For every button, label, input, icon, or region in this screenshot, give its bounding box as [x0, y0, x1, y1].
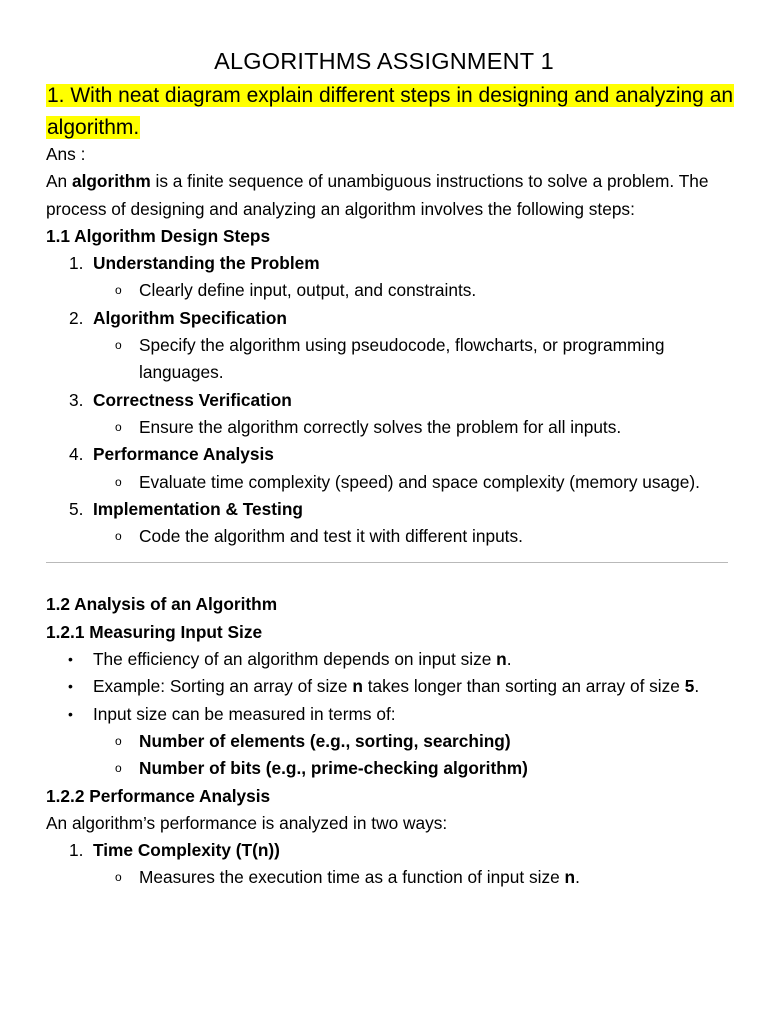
list-item-text: Input size can be measured in terms of:: [93, 703, 396, 724]
step-number: 1.: [69, 253, 84, 274]
circle-bullet-icon: o: [115, 474, 122, 489]
step-label: Implementation & Testing: [93, 498, 303, 519]
highlighted-question: 1. With neat diagram explain different steps in designing and analyzing an algorithm.: [47, 84, 734, 139]
sub-list-item-text: Number of bits (e.g., prime-checking algorithm): [139, 758, 528, 779]
bullet-icon: •: [68, 705, 73, 722]
step-label: Understanding the Problem: [93, 253, 320, 274]
design-step: [46, 441, 726, 468]
list-item: [46, 701, 726, 728]
item-number: 1.: [69, 840, 84, 861]
subsection-heading-1-2-2: 1.2.2 Performance Analysis: [46, 785, 271, 806]
list-item-bold: n: [352, 676, 363, 697]
list-item-text: .: [694, 676, 700, 697]
intro-term: algorithm: [71, 171, 151, 192]
step-number: 4.: [69, 444, 84, 465]
step-number: 3.: [69, 389, 84, 410]
question-heading: [46, 80, 736, 144]
step-detail: [46, 414, 726, 441]
item-detail: [46, 864, 726, 891]
list-item-text: takes longer than sorting an array of size: [362, 676, 685, 697]
design-step: [46, 305, 726, 332]
step-detail-text: Clearly define input, output, and constraints.: [139, 280, 477, 301]
circle-bullet-icon: o: [115, 761, 122, 776]
answer-body: [46, 141, 726, 892]
circle-bullet-icon: o: [115, 338, 122, 353]
design-step: [46, 250, 726, 277]
circle-bullet-icon: o: [115, 419, 122, 434]
list-item-text: The efficiency of an algorithm depends on input size: [93, 649, 497, 670]
item-detail-text: .: [575, 867, 580, 888]
item-detail-bold: n: [564, 867, 576, 888]
step-detail-text: Evaluate time complexity (speed) and space complexity (memory usage).: [139, 471, 700, 492]
section-heading-1-2: 1.2 Analysis of an Algorithm: [46, 594, 278, 615]
step-label: Performance Analysis: [93, 444, 274, 465]
step-number: 5.: [69, 498, 84, 519]
item-detail-text: Measures the execution time as a function of input size: [139, 867, 565, 888]
design-step: [46, 387, 726, 414]
step-detail: [46, 332, 726, 387]
step-label: Correctness Verification: [93, 389, 292, 410]
bullet-icon: •: [68, 678, 73, 695]
list-item: [46, 673, 726, 700]
intro-text-pre: An: [46, 171, 72, 192]
step-detail-text: Ensure the algorithm correctly solves the problem for all inputs.: [139, 416, 622, 437]
step-detail: [46, 469, 726, 496]
intro-paragraph: [46, 168, 726, 223]
design-step: [46, 496, 726, 523]
step-label: Algorithm Specification: [93, 307, 287, 328]
sub-list-item: [46, 755, 726, 782]
circle-bullet-icon: o: [115, 283, 122, 298]
step-number: 2.: [69, 307, 84, 328]
horizontal-rule: [46, 562, 728, 563]
step-detail-text: Code the algorithm and test it with different inputs.: [139, 526, 523, 547]
step-detail: [46, 523, 726, 550]
list-item-bold: n: [496, 649, 507, 670]
list-item-text: .: [506, 649, 512, 670]
list-item: [46, 646, 726, 673]
performance-item: [46, 837, 726, 864]
bullet-icon: •: [68, 651, 73, 668]
sub-list-item: [46, 728, 726, 755]
step-detail-text: Specify the algorithm using pseudocode, flowcharts, or programming languages.: [139, 335, 665, 383]
page-title: ALGORITHMS ASSIGNMENT 1: [214, 48, 554, 74]
list-item-text: Example: Sorting an array of size: [93, 676, 353, 697]
section-heading-1-1: 1.1 Algorithm Design Steps: [46, 225, 271, 246]
circle-bullet-icon: o: [115, 529, 122, 544]
performance-intro: An algorithm’s performance is analyzed in two ways:: [46, 812, 448, 833]
circle-bullet-icon: o: [115, 733, 122, 748]
step-detail: [46, 277, 726, 304]
intro-text-post: is a finite sequence of unambiguous instructions to solve a problem. The process of designing and analyzing an algorithm involves the following steps:: [46, 171, 709, 219]
answer-label: Ans :: [46, 144, 86, 164]
item-label: Time Complexity (T(n)): [93, 840, 280, 861]
sub-list-item-text: Number of elements (e.g., sorting, searching): [139, 730, 511, 751]
circle-bullet-icon: o: [115, 870, 122, 885]
divider: [46, 550, 726, 591]
list-item-bold: 5: [684, 676, 695, 697]
subsection-heading-1-2-1: 1.2.1 Measuring Input Size: [46, 621, 263, 642]
